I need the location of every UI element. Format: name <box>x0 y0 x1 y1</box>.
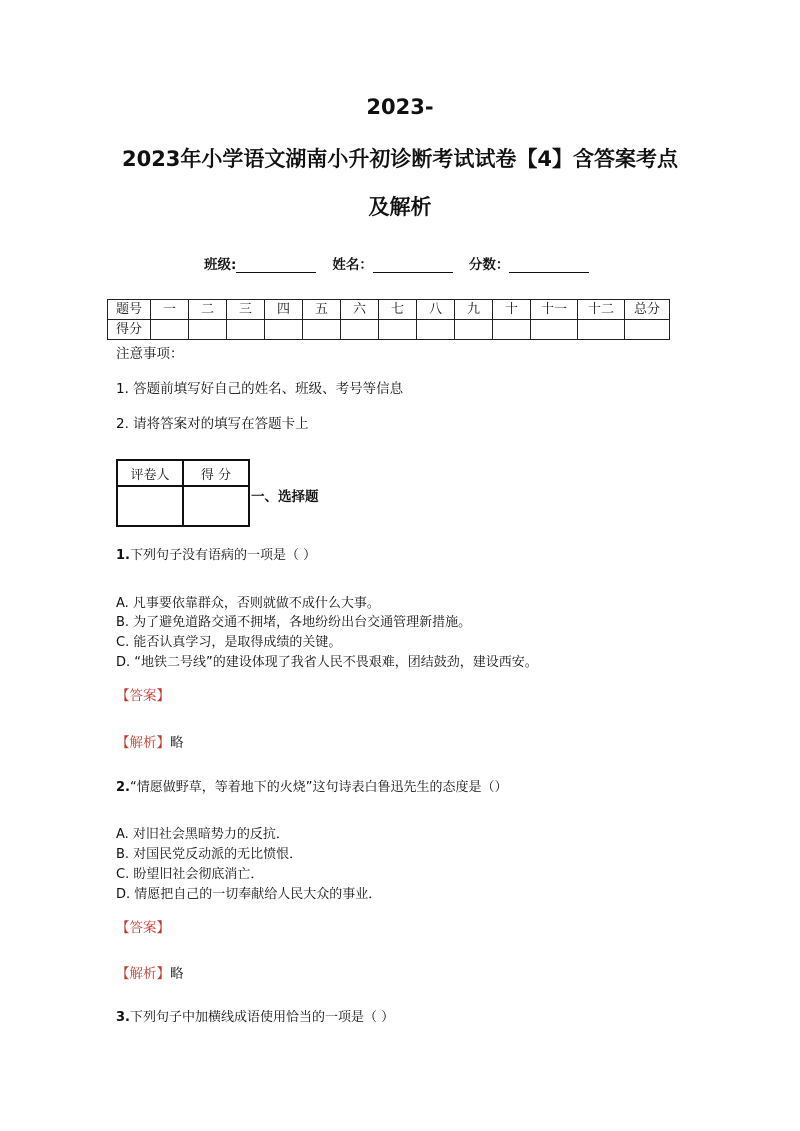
answer-label: 【答案】 <box>116 920 170 936</box>
notice-item: 1. 答题前填写好自己的姓名、班级、考号等信息 <box>116 381 404 397</box>
score-col-header: 十 <box>493 300 531 320</box>
option-a[interactable]: A. 凡事要依靠群众，否则就做不成什么大事。 <box>116 596 380 611</box>
score-label: 分数： <box>468 257 510 273</box>
student-info-row <box>204 253 589 273</box>
analysis-row <box>116 962 184 982</box>
score-col-header: 八 <box>417 300 455 320</box>
score-col-header: 四 <box>265 300 303 320</box>
score-cell[interactable] <box>265 320 303 340</box>
question-number: 1. <box>116 548 130 563</box>
option-d[interactable]: D. 情愿把自己的一切奉献给人民大众的事业． <box>116 887 382 902</box>
notice-item: 2. 请将答案对的填写在答题卡上 <box>116 416 309 432</box>
analysis-text: 略 <box>170 966 184 982</box>
score-cell[interactable] <box>531 320 578 340</box>
doc-title-line-2: 2023年小学语文湖南小升初诊断考试试卷【4】含答案考点 <box>121 147 679 171</box>
question-text: “情愿做野草，等着地下的火烧”这句诗表白鲁迅先生的态度是（） <box>129 780 508 795</box>
score-cell[interactable] <box>227 320 265 340</box>
name-label: 姓名： <box>332 257 373 273</box>
doc-title-line-1: 2023- <box>366 95 434 119</box>
class-label: 班级: <box>204 257 237 273</box>
grader-score-label: 得 分 <box>183 460 249 486</box>
score-col-header: 五 <box>303 300 341 320</box>
option-c[interactable]: C. 能否认真学习，是取得成绩的关键。 <box>116 635 342 650</box>
score-col-header: 一 <box>151 300 189 320</box>
option-a[interactable]: A. 对旧社会黑暗势力的反抗． <box>116 827 289 842</box>
option-d[interactable]: D. “地铁二号线”的建设体现了我省人民不畏艰难，团结鼓劲，建设西安。 <box>116 655 538 670</box>
section-title: 一、选择题 <box>251 489 319 505</box>
option-b[interactable]: B. 为了避免道路交通不拥堵，各地纷纷出台交通管理新措施。 <box>116 615 472 630</box>
answer-label: 【答案】 <box>116 688 170 704</box>
score-table <box>107 299 670 340</box>
grader-reviewer-label: 评卷人 <box>117 460 183 486</box>
question-text: 下列句子中加横线成语使用恰当的一项是（ ） <box>129 1010 395 1025</box>
score-cell[interactable] <box>189 320 227 340</box>
score-table-score-row <box>108 320 670 340</box>
score-cell[interactable] <box>341 320 379 340</box>
grader-reviewer-cell[interactable] <box>117 486 183 526</box>
score-cell[interactable] <box>625 320 670 340</box>
option-c[interactable]: C. 盼望旧社会彻底消亡． <box>116 867 264 882</box>
class-blank[interactable] <box>236 258 316 273</box>
score-cell[interactable] <box>493 320 531 340</box>
score-cell[interactable] <box>303 320 341 340</box>
score-col-header: 七 <box>379 300 417 320</box>
question-text: 下列句子没有语病的一项是（ ） <box>129 548 317 563</box>
score-cell[interactable] <box>151 320 189 340</box>
score-cell[interactable] <box>417 320 455 340</box>
analysis-label: 【解析】 <box>116 966 170 982</box>
doc-title-line-3: 及解析 <box>368 195 432 219</box>
score-col-header: 二 <box>189 300 227 320</box>
score-col-header: 十一 <box>531 300 578 320</box>
score-col-header: 六 <box>341 300 379 320</box>
score-cell[interactable] <box>578 320 625 340</box>
score-cell[interactable] <box>455 320 493 340</box>
question-3 <box>116 1006 394 1025</box>
grader-table <box>116 459 250 527</box>
analysis-row <box>116 731 184 751</box>
name-field[interactable] <box>332 253 453 273</box>
notice-heading: 注意事项： <box>116 346 184 362</box>
grader-score-cell[interactable] <box>183 486 249 526</box>
score-col-header: 十二 <box>578 300 625 320</box>
name-blank[interactable] <box>373 258 453 273</box>
score-table-header-row <box>108 300 670 320</box>
question-number: 2. <box>116 780 130 795</box>
analysis-text: 略 <box>170 735 184 751</box>
score-field[interactable] <box>469 253 590 273</box>
score-table-row-label: 题号 <box>108 300 151 320</box>
score-col-header: 九 <box>455 300 493 320</box>
question-1 <box>116 544 316 563</box>
analysis-label: 【解析】 <box>116 735 170 751</box>
question-number: 3. <box>116 1010 130 1025</box>
question-2 <box>116 776 507 795</box>
score-col-header: 三 <box>227 300 265 320</box>
score-table-row-label: 得分 <box>108 320 151 340</box>
score-cell[interactable] <box>379 320 417 340</box>
score-blank[interactable] <box>509 258 589 273</box>
option-b[interactable]: B. 对国民党反动派的无比愤恨． <box>116 847 303 862</box>
score-col-header: 总分 <box>625 300 670 320</box>
class-field[interactable] <box>204 253 316 273</box>
